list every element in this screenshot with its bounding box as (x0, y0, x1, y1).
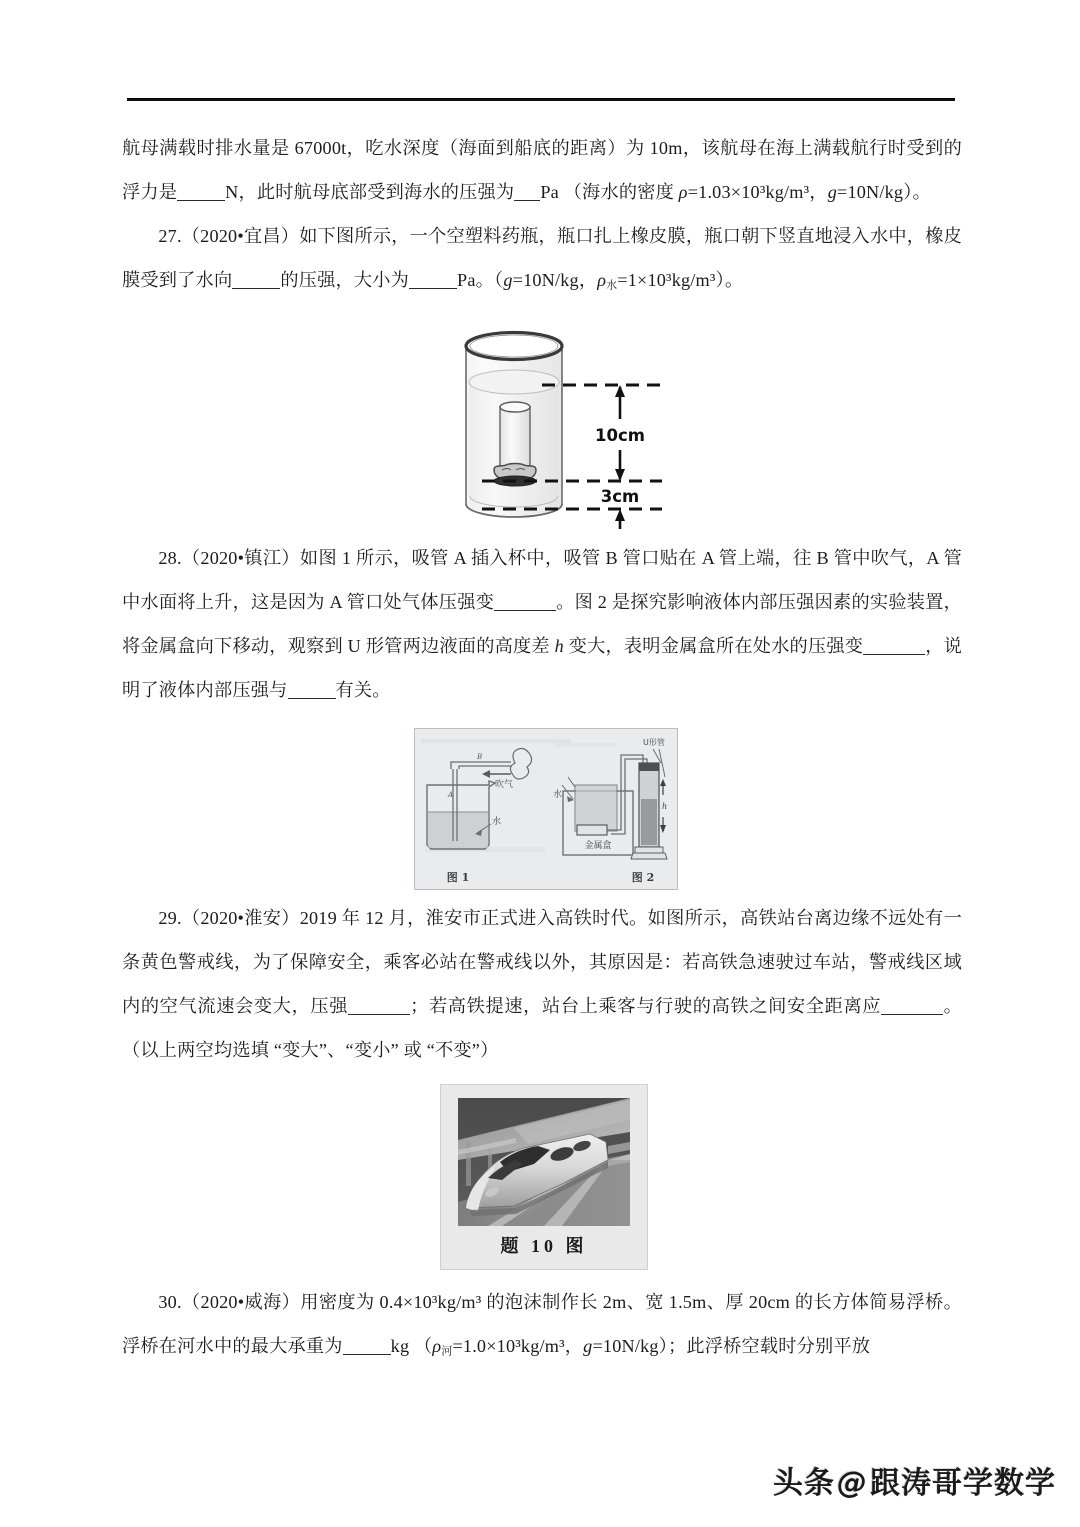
q27-text-4: =10N/kg， (512, 270, 598, 290)
q26-text-2: N，此时航母底部受到海水的压强为 (225, 182, 515, 202)
question-30 (122, 1280, 962, 1374)
label-metal-box: 金属盒 (584, 840, 612, 851)
q26-text-1: 航母满载时排水量是 67000t，吃水深度（海面到船底的距离）为 10m，该航母在海上满载航行时受到的浮力是 (122, 138, 962, 202)
q27-g-symbol: g (503, 270, 513, 290)
q27-blank-2[interactable] (409, 288, 457, 289)
question-27 (122, 214, 962, 308)
question-29-figure-area (122, 1084, 962, 1280)
q30-text-3: =1.0×10³kg/m³， (452, 1335, 584, 1356)
page-top-divider (127, 98, 955, 101)
label-u-tube: U形管 (643, 737, 665, 747)
q30-text-1: 用密度为 0.4×10³kg/m³ 的泡沫制作长 2m、宽 1.5m、厚 20cm 的长方体简易浮桥。浮桥在河水中的最大承重为 (122, 1291, 963, 1356)
q26-blank-2[interactable] (514, 200, 540, 201)
question-29 (122, 896, 962, 1072)
q28-text-4: ，说明了液体内部压强与 (122, 635, 962, 700)
high-speed-train-photo (458, 1098, 630, 1226)
label-water-fig1: 水 (492, 816, 502, 827)
label-straw-a: A (448, 790, 454, 799)
q27-number: 27. (158, 226, 182, 246)
train-photo-svg (458, 1098, 630, 1226)
watermark (773, 1458, 1056, 1502)
q28-blank-3[interactable] (288, 698, 336, 699)
q28-text-1: 如图 1 所示，吸管 A 插入杯中，吸管 B 管口贴在 A 管上端，往 B 管中吹气，A 管中水面将上升，这是因为 A 管口处气体压强变 (122, 547, 962, 612)
caption-figure-2: 图 2 (631, 870, 655, 884)
q29-text-1: 2019 年 12 月，淮安市正式进入高铁时代。如图所示，高铁站台离边缘不远处有一条黄色警戒线，为了保障安全，乘客必站在警戒线以外，其原因是：若高铁急速驶过车站，警戒线区域内的空气流速会变大，压强 (122, 907, 963, 1016)
q30-text-4: =10N/kg）；此浮桥空载时分别平放 (592, 1335, 871, 1356)
q30-rho-subscript: 河 (441, 1345, 453, 1358)
figure-caption: 题 10 图 (500, 1235, 588, 1256)
q28-number: 28. (158, 547, 182, 568)
q30-source: （2020•威海） (181, 1291, 301, 1312)
label-height-difference-h: h (662, 801, 668, 811)
watermark-at-symbol: @ (837, 1466, 868, 1501)
q27-blank-1[interactable] (232, 288, 280, 289)
q30-blank-1[interactable] (343, 1354, 391, 1355)
q27-text-3: Pa。（ (457, 270, 504, 290)
q29-text-3: 。（以上两空均选填 “变大”、“变小” 或 “不变”） (122, 995, 962, 1060)
dimension-label-3cm: 3cm (600, 486, 640, 506)
q26-blank-1[interactable] (177, 200, 225, 201)
label-blow-air: 吹气 (495, 779, 514, 790)
q26-text-4: =1.03×10³kg/m³， (687, 182, 828, 202)
q29-blank-2[interactable] (881, 1014, 943, 1015)
q29-number: 29. (158, 907, 182, 928)
q27-source: （2020•宜昌） (181, 226, 300, 246)
question-26-continued (122, 126, 962, 214)
q27-text-1: 如下图所示，一个空塑料药瓶，瓶口扎上橡皮膜，瓶口朝下竖直地浸入水中，橡皮膜受到了水向 (122, 226, 963, 290)
q30-number: 30. (158, 1291, 182, 1312)
q28-text-2: 。图 2 是探究影响液体内部压强因素的实验装置，将金属盒向下移动，观察到 U 形管两边液面的高度差 (122, 591, 962, 656)
q28-source: （2020•镇江） (181, 547, 300, 568)
q28-h-symbol: h (554, 635, 564, 656)
experiment-diagram-svg (415, 729, 677, 889)
label-straw-b: B (477, 752, 483, 761)
q29-source: （2020•淮安） (181, 907, 300, 928)
q28-text-3: 变大，表明金属盒所在处水的压强变 (563, 635, 864, 656)
q26-rho-symbol: ρ (678, 182, 688, 202)
watermark-handle: 跟涛哥学数学 (870, 1466, 1056, 1501)
q26-g-symbol: g (827, 182, 837, 202)
q30-text-2: kg （ (390, 1335, 433, 1356)
q28-text-5: 有关。 (335, 679, 391, 700)
label-water-fig2: 水 (553, 789, 563, 800)
q26-text-5: =10N/kg）。 (837, 182, 931, 202)
q29-text-2: ；若高铁提速，站台上乘客与行驶的高铁之间安全距离应 (410, 995, 882, 1016)
q27-text-2: 的压强，大小为 (280, 270, 410, 290)
caption-figure-1: 图 1 (446, 870, 470, 884)
document-content (122, 126, 962, 1373)
q30-g-symbol: g (583, 1335, 593, 1356)
q28-blank-1[interactable] (494, 610, 556, 611)
q26-text-3: Pa （海水的密度 (540, 182, 679, 202)
q28-blank-2[interactable] (863, 654, 925, 655)
question-28 (122, 536, 962, 712)
question-28-figure-area (122, 728, 962, 896)
q27-rho-subscript: 水 (606, 279, 618, 292)
liquid-pressure-experiment-photo (414, 728, 678, 890)
beaker-with-bottle-diagram (424, 324, 714, 536)
dimension-label-10cm: 10cm (595, 425, 645, 445)
question-27-figure-area (122, 324, 962, 536)
q30-rho-symbol: ρ (432, 1335, 442, 1356)
q27-rho-symbol: ρ (597, 270, 607, 290)
high-speed-train-figure (440, 1084, 648, 1270)
q27-text-5: =1×10³kg/m³）。 (617, 270, 744, 290)
watermark-prefix: 头条 (773, 1466, 835, 1501)
q29-blank-1[interactable] (348, 1014, 410, 1015)
